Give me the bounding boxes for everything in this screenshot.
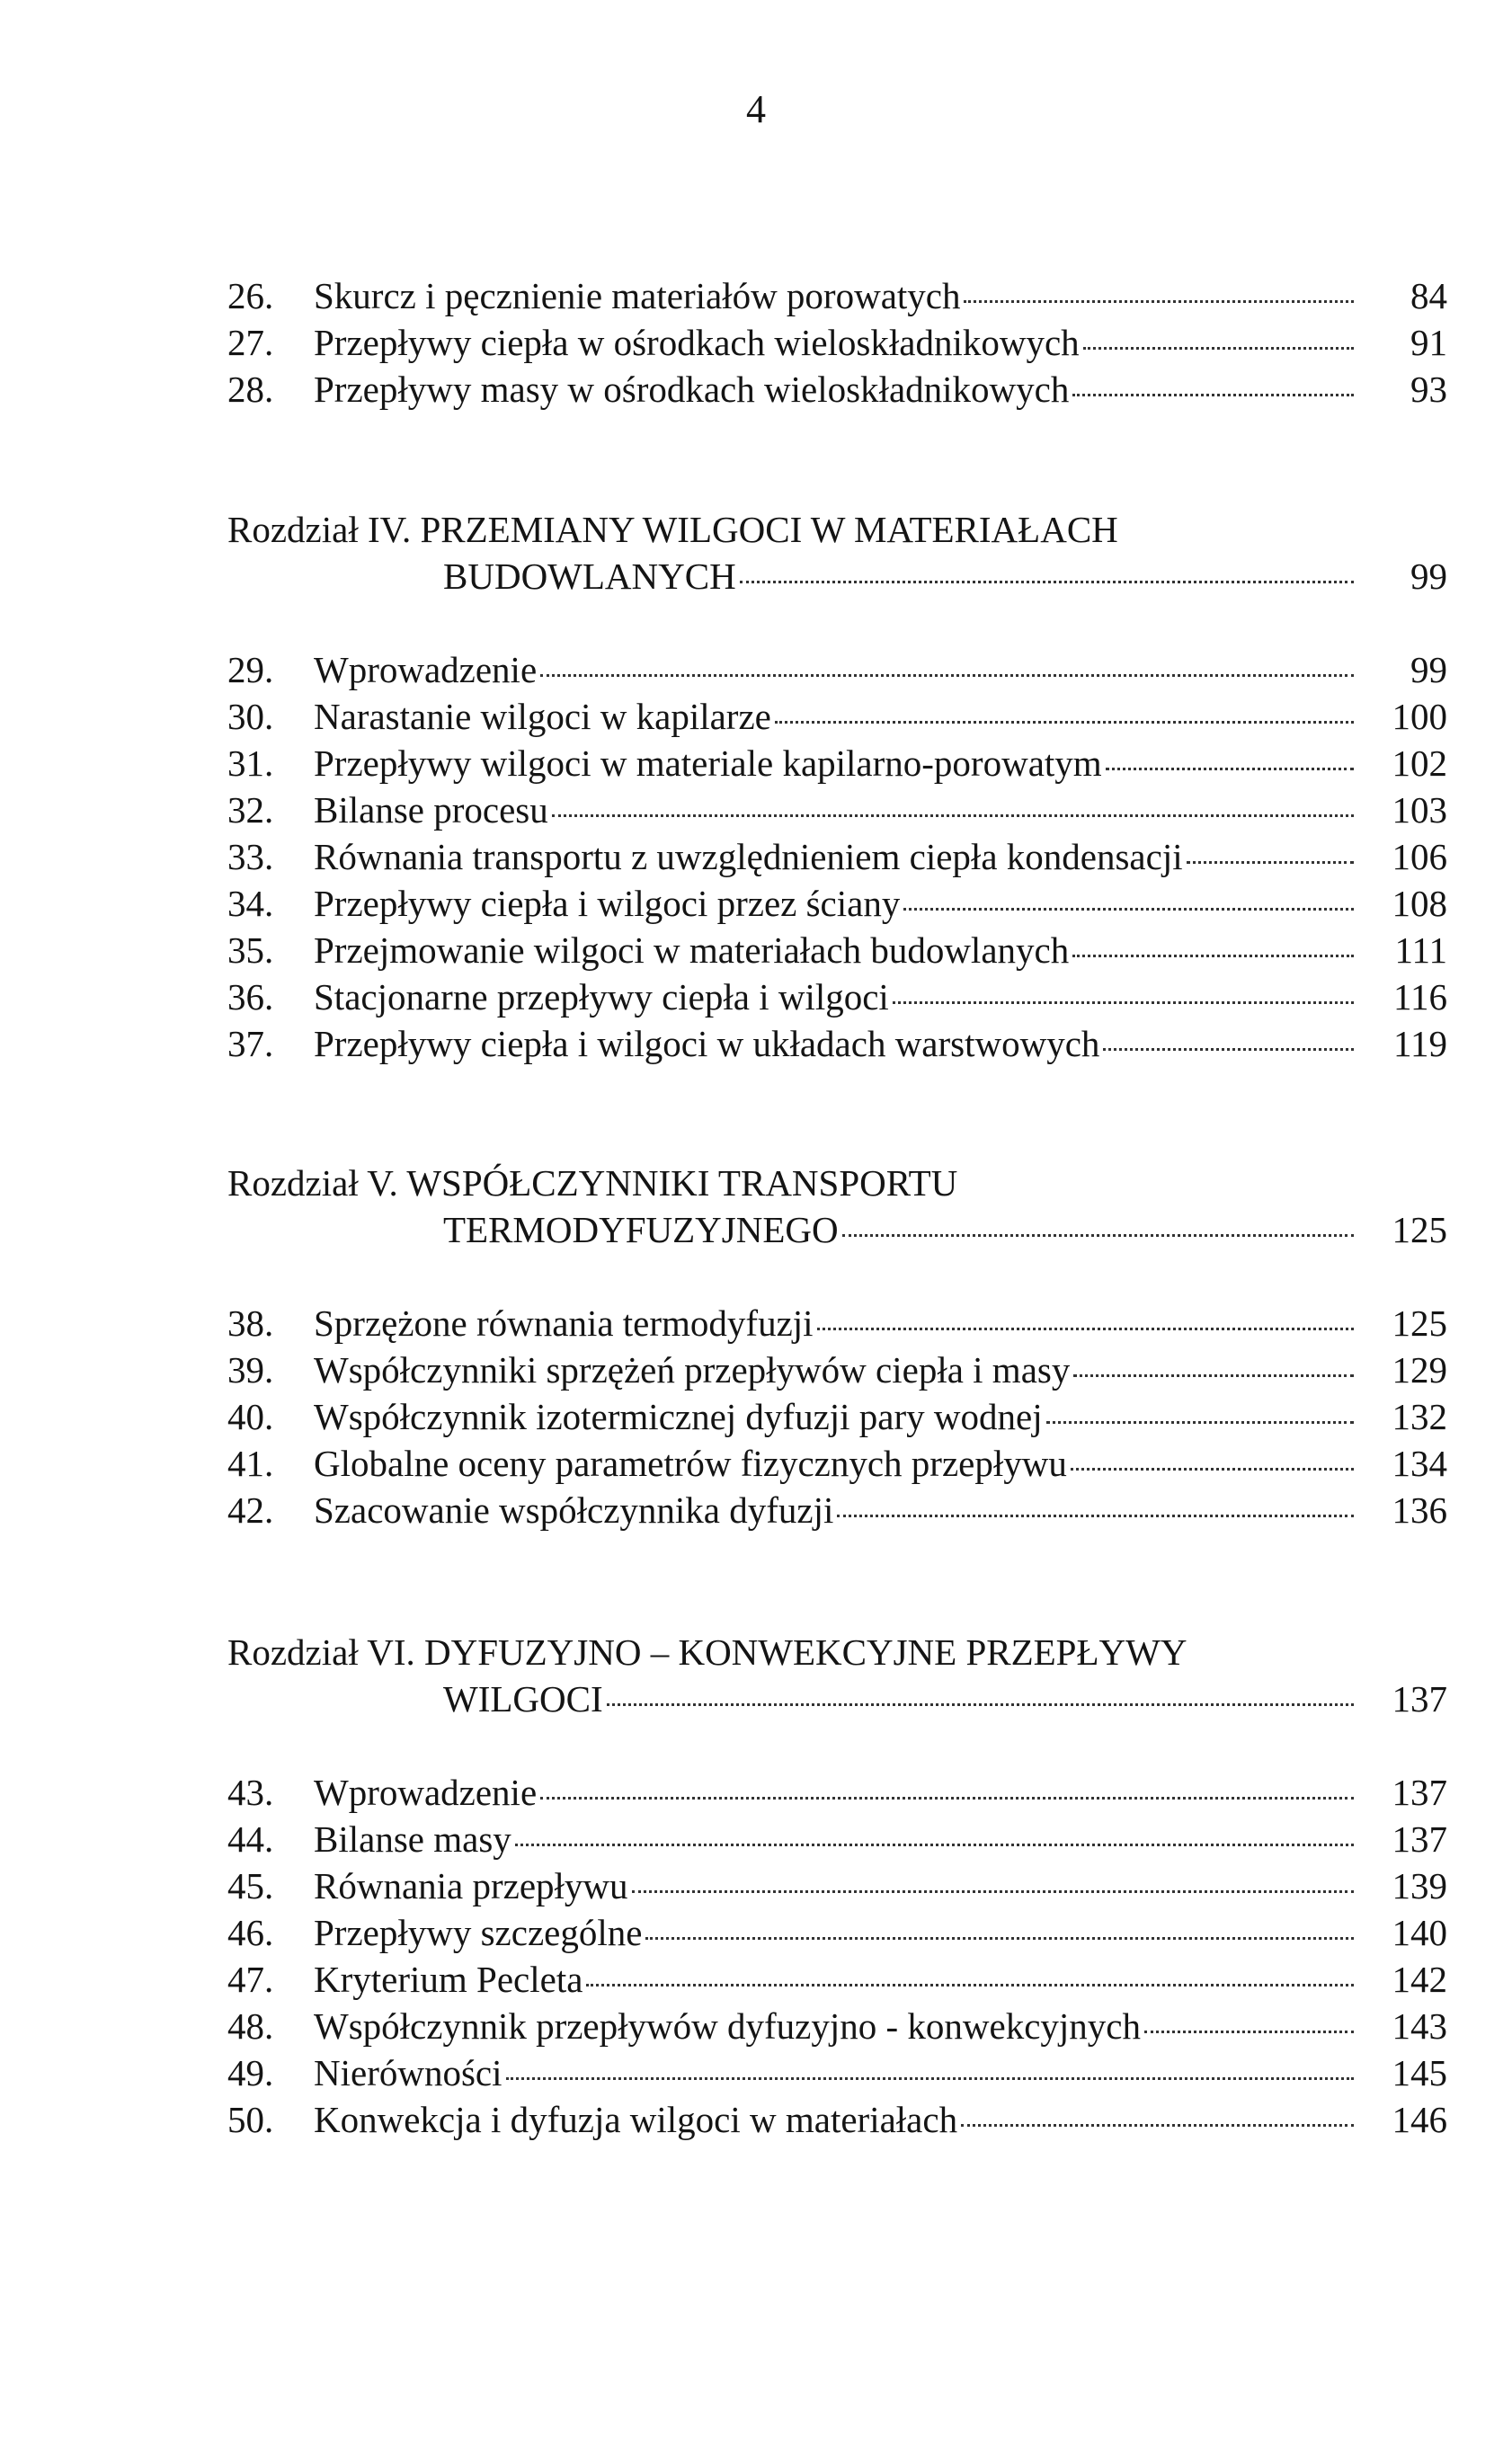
dot-leader bbox=[552, 814, 1354, 817]
entry-page: 137 bbox=[1392, 1818, 1447, 1860]
dot-leader bbox=[540, 674, 1354, 677]
toc-entry[interactable] bbox=[227, 740, 1447, 787]
entry-title: Bilanse masy bbox=[314, 1818, 511, 1860]
entry-page: 93 bbox=[1410, 369, 1447, 410]
entry-title: Równania przepływu bbox=[314, 1865, 628, 1906]
dot-leader bbox=[540, 1797, 1354, 1800]
page-number: 4 bbox=[746, 87, 766, 131]
chapter-page: 125 bbox=[1392, 1209, 1447, 1250]
chapter-title-line1: WSPÓŁCZYNNIKI TRANSPORTU bbox=[406, 1162, 958, 1204]
entry-number: 46. bbox=[227, 1912, 274, 1953]
toc-entry[interactable] bbox=[227, 1909, 1447, 1956]
toc-entry[interactable] bbox=[227, 272, 1447, 319]
entry-number: 28. bbox=[227, 369, 274, 410]
entry-title: Szacowanie współczynnika dyfuzji bbox=[314, 1489, 834, 1531]
entry-page: 119 bbox=[1393, 1023, 1447, 1064]
entry-page: 99 bbox=[1410, 649, 1447, 690]
toc-entry[interactable] bbox=[227, 2049, 1447, 2096]
chapter-title-line2: WILGOCI bbox=[443, 1678, 603, 1720]
chapter-page: 137 bbox=[1392, 1678, 1447, 1720]
entry-title: Przepływy ciepła i wilgoci przez ściany bbox=[314, 883, 901, 924]
chapter-label: Rozdział VI. bbox=[227, 1631, 415, 1673]
entry-number: 31. bbox=[227, 742, 274, 784]
entry-number: 33. bbox=[227, 836, 274, 877]
entry-number: 37. bbox=[227, 1023, 274, 1064]
entry-title: Stacjonarne przepływy ciepła i wilgoci bbox=[314, 976, 889, 1018]
entry-title: Skurcz i pęcznienie materiałów porowatych bbox=[314, 275, 961, 316]
toc-entry[interactable] bbox=[227, 1346, 1447, 1393]
entry-number: 43. bbox=[227, 1772, 274, 1813]
entry-page: 108 bbox=[1392, 883, 1447, 924]
entry-number: 27. bbox=[227, 322, 274, 363]
toc-continued-section bbox=[227, 272, 1447, 413]
dot-leader bbox=[903, 908, 1354, 911]
entry-title: Współczynnik przepływów dyfuzyjno - konwekcyjnych bbox=[314, 2005, 1141, 2047]
entry-title: Przepływy ciepła w ośrodkach wieloskładnikowych bbox=[314, 322, 1080, 363]
dot-leader bbox=[515, 1844, 1354, 1846]
toc-entry[interactable] bbox=[227, 1487, 1447, 1533]
entry-page: 129 bbox=[1392, 1349, 1447, 1391]
toc-entry[interactable] bbox=[227, 1300, 1447, 1346]
dot-leader bbox=[842, 1234, 1354, 1237]
entry-number: 30. bbox=[227, 696, 274, 737]
dot-leader bbox=[1083, 347, 1354, 350]
dot-leader bbox=[775, 721, 1354, 724]
chapter-title-line1: PRZEMIANY WILGOCI W MATERIAŁACH bbox=[420, 509, 1118, 550]
entry-title: Przepływy szczególne bbox=[314, 1912, 643, 1953]
chapter-label: Rozdział V. bbox=[227, 1162, 398, 1204]
toc-entry[interactable] bbox=[227, 880, 1447, 927]
dot-leader bbox=[1103, 1048, 1354, 1051]
dot-leader bbox=[961, 2124, 1354, 2127]
toc-chapter-v bbox=[227, 1160, 1447, 1533]
toc-entry[interactable] bbox=[227, 1440, 1447, 1487]
toc-entry[interactable] bbox=[227, 1769, 1447, 1816]
toc-entry[interactable] bbox=[227, 1393, 1447, 1440]
dot-leader bbox=[1072, 955, 1354, 957]
dot-leader bbox=[740, 581, 1354, 583]
entry-number: 47. bbox=[227, 1959, 274, 2000]
dot-leader bbox=[1144, 2031, 1354, 2033]
entry-number: 36. bbox=[227, 976, 274, 1018]
entry-title: Równania transportu z uwzględnieniem ciepła kondensacji bbox=[314, 836, 1183, 877]
chapter-heading[interactable] bbox=[227, 1160, 1447, 1253]
entry-page: 136 bbox=[1392, 1489, 1447, 1531]
entry-title: Przejmowanie wilgoci w materiałach budowlanych bbox=[314, 929, 1070, 971]
chapter-title-line2: BUDOWLANYCH bbox=[443, 555, 736, 597]
toc-entry[interactable] bbox=[227, 787, 1447, 833]
entry-title: Kryterium Pecleta bbox=[314, 1959, 583, 2000]
dot-leader bbox=[1187, 861, 1354, 864]
dot-leader bbox=[1073, 1374, 1354, 1377]
entry-page: 100 bbox=[1392, 696, 1447, 737]
entry-page: 146 bbox=[1392, 2099, 1447, 2140]
entry-page: 139 bbox=[1392, 1865, 1447, 1906]
entry-page: 143 bbox=[1392, 2005, 1447, 2047]
dot-leader bbox=[632, 1890, 1354, 1893]
dot-leader bbox=[1046, 1421, 1354, 1424]
entry-title: Bilanse procesu bbox=[314, 789, 548, 831]
toc-entry[interactable] bbox=[227, 2003, 1447, 2049]
toc-chapter-vi bbox=[227, 1629, 1447, 2143]
chapter-title-line1: DYFUZYJNO – KONWEKCYJNE PRZEPŁYWY bbox=[424, 1631, 1187, 1673]
entry-number: 49. bbox=[227, 2052, 274, 2093]
chapter-page: 99 bbox=[1410, 555, 1447, 597]
entry-number: 34. bbox=[227, 883, 274, 924]
entry-title: Sprzężone równania termodyfuzji bbox=[314, 1302, 814, 1344]
entry-page: 140 bbox=[1392, 1912, 1447, 1953]
dot-leader bbox=[586, 1984, 1354, 1986]
chapter-title-line2: TERMODYFUZYJNEGO bbox=[443, 1209, 839, 1250]
chapter-heading[interactable] bbox=[227, 506, 1447, 600]
entry-number: 39. bbox=[227, 1349, 274, 1391]
entry-title: Nierówności bbox=[314, 2052, 503, 2093]
chapter-heading[interactable] bbox=[227, 1629, 1447, 1722]
entry-number: 26. bbox=[227, 275, 274, 316]
entry-page: 91 bbox=[1410, 322, 1447, 363]
entry-page: 84 bbox=[1410, 275, 1447, 316]
entry-page: 116 bbox=[1393, 976, 1447, 1018]
entry-number: 45. bbox=[227, 1865, 274, 1906]
entry-number: 50. bbox=[227, 2099, 274, 2140]
entry-number: 42. bbox=[227, 1489, 274, 1531]
entry-title: Przepływy ciepła i wilgoci w układach warstwowych bbox=[314, 1023, 1100, 1064]
dot-leader bbox=[893, 1001, 1354, 1004]
entry-title: Konwekcja i dyfuzja wilgoci w materiałach bbox=[314, 2099, 958, 2140]
entry-page: 142 bbox=[1392, 1959, 1447, 2000]
dot-leader bbox=[964, 300, 1354, 303]
toc-entry[interactable] bbox=[227, 1862, 1447, 1909]
entry-title: Wprowadzenie bbox=[314, 649, 538, 690]
toc-entry[interactable] bbox=[227, 646, 1447, 693]
entry-page: 111 bbox=[1394, 929, 1447, 971]
entry-page: 134 bbox=[1392, 1443, 1447, 1484]
dot-leader bbox=[607, 1703, 1354, 1706]
entry-page: 103 bbox=[1392, 789, 1447, 831]
toc-chapter-iv bbox=[227, 506, 1447, 1067]
toc-entry[interactable] bbox=[227, 2096, 1447, 2143]
dot-leader bbox=[506, 2077, 1354, 2080]
toc-entry[interactable] bbox=[227, 1020, 1447, 1067]
entry-number: 44. bbox=[227, 1818, 274, 1860]
dot-leader bbox=[817, 1328, 1354, 1330]
entry-number: 40. bbox=[227, 1396, 274, 1437]
toc-entry[interactable] bbox=[227, 693, 1447, 740]
entry-number: 32. bbox=[227, 789, 274, 831]
entry-page: 145 bbox=[1392, 2052, 1447, 2093]
entry-page: 102 bbox=[1392, 742, 1447, 784]
dot-leader bbox=[837, 1515, 1354, 1517]
dot-leader bbox=[1072, 394, 1354, 396]
entry-number: 48. bbox=[227, 2005, 274, 2047]
entry-page: 137 bbox=[1392, 1772, 1447, 1813]
entry-title: Wprowadzenie bbox=[314, 1772, 538, 1813]
toc-entry[interactable] bbox=[227, 927, 1447, 973]
entry-page: 106 bbox=[1392, 836, 1447, 877]
toc-entry[interactable] bbox=[227, 319, 1447, 366]
dot-leader bbox=[1106, 768, 1354, 770]
toc-entry[interactable] bbox=[227, 366, 1447, 413]
entry-title: Globalne oceny parametrów fizycznych przepływu bbox=[314, 1443, 1067, 1484]
entry-page: 125 bbox=[1392, 1302, 1447, 1344]
chapter-label: Rozdział IV. bbox=[227, 509, 412, 550]
entry-title: Przepływy masy w ośrodkach wieloskładnikowych bbox=[314, 369, 1070, 410]
entry-title: Przepływy wilgoci w materiale kapilarno-porowatym bbox=[314, 742, 1102, 784]
entry-number: 38. bbox=[227, 1302, 274, 1344]
entry-title: Narastanie wilgoci w kapilarze bbox=[314, 696, 771, 737]
toc-entry[interactable] bbox=[227, 1956, 1447, 2003]
toc-entry[interactable] bbox=[227, 1816, 1447, 1862]
entry-title: Współczynniki sprzężeń przepływów ciepła i masy bbox=[314, 1349, 1071, 1391]
entry-title: Współczynnik izotermicznej dyfuzji pary wodnej bbox=[314, 1396, 1043, 1437]
entry-number: 29. bbox=[227, 649, 274, 690]
entry-page: 132 bbox=[1392, 1396, 1447, 1437]
dot-leader bbox=[645, 1937, 1354, 1940]
entry-number: 35. bbox=[227, 929, 274, 971]
toc-entry[interactable] bbox=[227, 833, 1447, 880]
toc-entry[interactable] bbox=[227, 973, 1447, 1020]
dot-leader bbox=[1071, 1468, 1354, 1471]
entry-number: 41. bbox=[227, 1443, 274, 1484]
